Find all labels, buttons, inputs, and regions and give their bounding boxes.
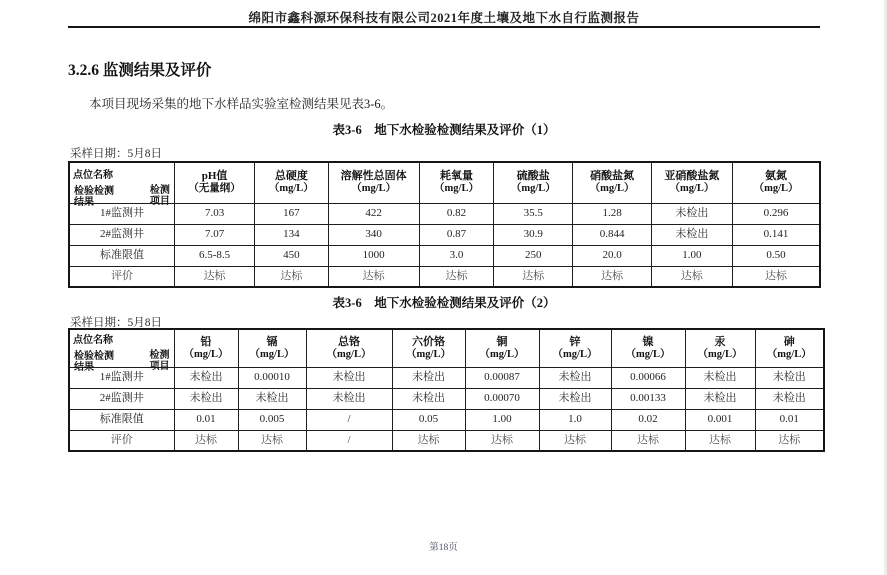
row-label: 标准限值 [69,245,174,266]
table-cell: 达标 [174,266,254,287]
column-header [392,329,465,367]
table-cell: 6.5-8.5 [174,245,254,266]
table2-corner-header [69,329,174,374]
column-header [733,162,820,203]
table-cell: 达标 [419,266,493,287]
table-cell: 未检出 [238,388,306,409]
table-cell: 340 [328,224,419,245]
table-cell: 1.00 [465,409,539,430]
column-unit: （mg/L） [510,183,556,195]
table-cell: 未检出 [174,388,238,409]
table-cell: 达标 [733,266,820,287]
table-cell: 未检出 [174,367,238,388]
table-row [69,409,824,430]
table-cell: / [306,409,392,430]
column-unit: （mg/L） [434,183,479,195]
corner-item-line2: 项目 [149,361,170,373]
column-name: 氨氮 [765,170,788,183]
column-unit: （mg/L） [625,348,671,360]
column-name: 汞 [714,335,726,348]
table-cell: 达标 [651,266,732,287]
table-cell: 7.03 [174,203,254,224]
table-cell: 达标 [539,430,611,451]
column-name: 锌 [569,335,581,348]
table-cell: 达标 [685,430,755,451]
table-cell: 1000 [328,245,419,266]
table2-title: 表3-6 地下水检验检测结果及评价（2） [332,296,556,310]
table1-title: 表3-6 地下水检验检测结果及评价（1） [332,123,556,137]
table2 [68,328,825,452]
table-row [69,224,820,245]
table-cell: 3.0 [419,245,493,266]
column-unit: （mg/L） [406,348,451,360]
column-header [651,162,732,203]
column-header [539,329,611,367]
table-cell: 0.141 [733,224,820,245]
column-name: 镍 [642,335,654,348]
column-name: 溶解性总固体 [340,170,407,183]
corner-item-line2: 项目 [149,195,170,207]
table-cell: 30.9 [494,224,573,245]
column-header [494,162,573,203]
column-unit: （mg/L） [552,348,598,360]
row-label: 评价 [69,430,174,451]
column-header [611,329,685,367]
column-header [174,329,238,367]
row-label: 评价 [69,266,174,287]
table-cell: 未检出 [306,388,392,409]
table-cell: 未检出 [306,367,392,388]
table-cell: 未检出 [392,388,465,409]
table2-sample-date: 采样日期：5月8日 [70,317,162,329]
column-unit: （mg/L） [669,183,715,195]
corner-point-label: 点位名称 [73,335,113,347]
table-row [69,430,824,451]
table1-corner-header [69,162,174,208]
intro-paragraph: 本项目现场采集的地下水样品实验室检测结果见表3-6。 [89,97,394,111]
table-cell: 0.00066 [611,367,685,388]
table-cell: 未检出 [392,367,465,388]
table-cell: 达标 [755,430,824,451]
column-name: 铜 [496,335,508,348]
table-cell: 达标 [392,430,465,451]
table-cell: 达标 [328,266,419,287]
column-header [306,329,392,367]
table-row [69,245,820,266]
column-name: 铅 [200,335,212,348]
column-unit: （mg/L） [766,348,812,360]
column-unit: （mg/L） [326,348,372,360]
table-row [69,388,824,409]
table-cell: 0.00070 [465,388,539,409]
table-cell: 0.844 [573,224,651,245]
table-cell: 0.005 [238,409,306,430]
column-name: 硫酸盐 [516,170,550,183]
column-header [328,162,419,203]
table-cell: 422 [328,203,419,224]
column-unit: （mg/L） [753,183,799,195]
column-header [419,162,493,203]
table-cell: 0.87 [419,224,493,245]
column-name: 硝酸盐氮 [590,170,635,183]
column-unit: （mg/L） [697,348,743,360]
table-cell: 未检出 [539,367,611,388]
table-cell: 0.001 [685,409,755,430]
table-cell: 未检出 [685,367,755,388]
table-cell: 0.01 [174,409,238,430]
table-cell: 167 [255,203,328,224]
corner-item-label [150,185,170,207]
column-header [174,162,254,203]
table-cell: / [306,430,392,451]
table-cell: 0.50 [733,245,820,266]
table-row [69,266,820,287]
corner-result-line2: 结果 [74,196,94,208]
table-cell: 1.0 [539,409,611,430]
column-name: 耗氧量 [440,170,473,183]
row-label: 1#监测井 [69,203,174,224]
table-cell: 0.00087 [465,367,539,388]
column-name: 总硬度 [274,170,308,183]
corner-result-label [74,186,114,208]
corner-item-line1: 检测 [149,184,170,196]
column-header [255,162,328,203]
table-cell: 35.5 [494,203,573,224]
column-name: pH值 [201,170,228,183]
column-name: 六价铬 [412,335,445,348]
column-header [465,329,539,367]
column-name: 亚硝酸盐氮 [664,170,720,183]
column-header [573,162,651,203]
table-cell: 0.82 [419,203,493,224]
table-cell: 7.07 [174,224,254,245]
table-cell: 250 [494,245,573,266]
column-header [238,329,306,367]
row-label: 1#监测井 [69,367,174,388]
table1 [68,161,821,288]
column-unit: （mg/L） [183,348,229,360]
report-header-title: 绵阳市鑫科源环保科技有限公司2021年度土壤及地下水自行监测报告 [248,11,640,25]
column-name: 总铬 [338,335,360,348]
header-divider [68,26,820,28]
column-header [755,329,824,367]
table-cell: 未检出 [685,388,755,409]
column-unit: （mg/L） [249,348,295,360]
column-unit: （mg/L） [589,183,635,195]
column-unit: （mg/L） [351,183,397,195]
table-cell: 1.28 [573,203,651,224]
corner-point-label: 点位名称 [73,169,113,181]
table-cell: 达标 [494,266,573,287]
table-cell: 134 [255,224,328,245]
table-cell: 达标 [255,266,328,287]
table-cell: 0.02 [611,409,685,430]
table-cell: 0.01 [755,409,824,430]
table-cell: 1.00 [651,245,732,266]
corner-result-line2: 结果 [74,362,94,374]
table-cell: 未检出 [651,224,732,245]
table-cell: 20.0 [573,245,651,266]
table-cell: 达标 [465,430,539,451]
table1-sample-date: 采样日期：5月8日 [70,148,162,160]
table-cell: 未检出 [651,203,732,224]
table-row [69,367,824,388]
table-cell: 未检出 [755,367,824,388]
column-name: 砷 [783,335,795,348]
column-name: 镉 [266,335,278,348]
row-label: 2#监测井 [69,224,174,245]
page-number: 第18页 [429,543,458,553]
table-cell: 0.05 [392,409,465,430]
row-label: 标准限值 [69,409,174,430]
row-label: 2#监测井 [69,388,174,409]
column-unit: （mg/L） [479,348,525,360]
table-cell: 0.296 [733,203,820,224]
table-row [69,203,820,224]
table-cell: 达标 [573,266,651,287]
corner-item-line1: 检测 [149,350,170,362]
column-header [685,329,755,367]
table-cell: 达标 [174,430,238,451]
column-unit: （mg/L） [268,183,314,195]
column-unit: （无量纲） [188,183,241,195]
table-cell: 未检出 [539,388,611,409]
table-cell: 未检出 [755,388,824,409]
corner-result-label [74,351,114,373]
corner-result-line1: 检验检测 [74,185,114,197]
table-cell: 0.00133 [611,388,685,409]
table-cell: 达标 [611,430,685,451]
table-cell: 0.00010 [238,367,306,388]
table-cell: 450 [255,245,328,266]
section-title: 3.2.6 监测结果及评价 [68,62,212,79]
table-cell: 达标 [238,430,306,451]
corner-item-label [150,350,170,372]
corner-result-line1: 检验检测 [74,351,114,363]
